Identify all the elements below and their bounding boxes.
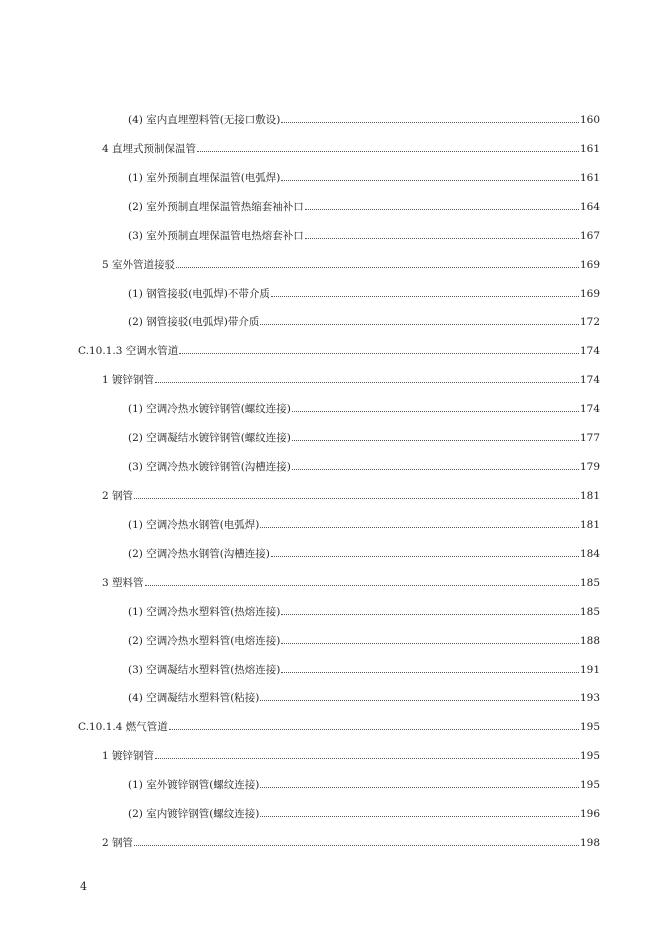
dot-leader	[155, 371, 579, 383]
toc-entry[interactable]	[128, 661, 600, 677]
toc-entry[interactable]	[128, 603, 600, 619]
dot-leader	[305, 198, 579, 210]
toc-entry-title: (2) 室外预制直埋保温管热缩套袖补口	[128, 200, 304, 213]
toc-entry[interactable]	[128, 400, 600, 416]
toc-entry-page: 196	[579, 808, 600, 821]
toc-entry-page: 161	[579, 142, 600, 155]
dot-leader	[179, 342, 579, 354]
toc-entry[interactable]	[102, 834, 600, 850]
dot-leader	[260, 805, 579, 817]
dot-leader	[281, 169, 579, 181]
dot-leader	[260, 689, 579, 701]
toc-entry-title: (2) 空调凝结水镀锌钢管(螺纹连接)	[128, 432, 291, 445]
dot-leader	[292, 429, 579, 441]
dot-leader	[155, 747, 579, 759]
dot-leader	[169, 718, 579, 730]
toc-entry-title: 1 镀锌钢管	[102, 374, 155, 387]
toc-entry-page: 179	[579, 461, 600, 473]
dot-leader	[281, 111, 579, 123]
dot-leader	[145, 574, 579, 586]
toc-entry-title: 1 镀锌钢管	[102, 750, 155, 763]
toc-entry-page: 174	[579, 345, 600, 358]
toc-entry-title: (1) 钢管接驳(电弧焊)不带介质	[128, 287, 270, 300]
toc-entry-title: (4) 空调凝结水塑料管(粘接)	[128, 692, 260, 705]
dot-leader	[292, 458, 579, 470]
toc-entry-title: (2) 室内镀锌钢管(螺纹连接)	[128, 808, 260, 821]
dot-leader	[281, 603, 579, 615]
toc-entry-title: (1) 室外镀锌钢管(螺纹连接)	[128, 779, 260, 792]
toc-entry[interactable]	[102, 140, 600, 156]
toc-entry[interactable]	[102, 256, 600, 272]
toc-entry[interactable]	[128, 545, 600, 561]
toc-entry-title: (1) 空调冷热水塑料管(热熔连接)	[128, 605, 281, 618]
dot-leader	[281, 632, 579, 644]
toc-entry[interactable]	[128, 111, 600, 127]
toc-entry-page: 181	[579, 518, 600, 531]
toc-entry[interactable]	[128, 516, 600, 532]
toc-entry-title: (3) 室外预制直埋保温管电热熔套补口	[128, 229, 304, 242]
toc-entry-page: 188	[579, 634, 600, 647]
toc-entry-title: (3) 空调凝结水塑料管(热熔连接)	[128, 663, 281, 676]
toc-entry-title: C.10.1.4 燃气管道	[78, 721, 168, 734]
toc-entry[interactable]	[128, 805, 600, 821]
toc-entry-page: 161	[579, 171, 600, 184]
toc-entry-page: 184	[579, 547, 600, 560]
dot-leader	[134, 487, 579, 499]
toc-entry-page: 181	[579, 490, 600, 502]
toc-entry-title: C.10.1.3 空调水管道	[78, 345, 179, 358]
dot-leader	[260, 313, 579, 325]
toc-entry[interactable]	[128, 429, 600, 445]
toc-entry-page: 160	[579, 114, 600, 126]
toc-entry[interactable]	[128, 285, 600, 301]
toc-entry[interactable]	[128, 689, 600, 705]
toc-entry-page: 185	[579, 576, 600, 589]
toc-entry[interactable]	[128, 776, 600, 792]
toc-entry-page: 169	[579, 258, 600, 271]
toc-entry-title: 4 直埋式预制保温管	[102, 142, 197, 155]
toc-entry-page: 177	[579, 432, 600, 445]
toc-entry-title: 2 钢管	[102, 490, 134, 502]
toc-entry[interactable]	[128, 313, 600, 329]
toc-entry[interactable]	[78, 718, 600, 734]
toc-entry-page: 174	[579, 403, 600, 416]
toc-entry-title: (2) 空调冷热水塑料管(电熔连接)	[128, 634, 281, 647]
toc-entry-title: (4) 室内直埋塑料管(无接口敷设)	[128, 114, 281, 126]
dot-leader	[197, 140, 579, 152]
toc-entry[interactable]	[128, 198, 600, 214]
toc-entry-page: 195	[579, 750, 600, 763]
toc-entry-page: 172	[579, 316, 600, 329]
toc-entry-page: 191	[579, 663, 600, 676]
toc-entry[interactable]	[128, 632, 600, 648]
dot-leader	[292, 400, 579, 412]
toc-entry-title: (1) 空调冷热水镀锌钢管(螺纹连接)	[128, 403, 291, 416]
toc-entry-page: 174	[579, 374, 600, 387]
toc-entry-page: 164	[579, 200, 600, 213]
toc-entry[interactable]	[128, 169, 600, 185]
dot-leader	[176, 256, 579, 268]
dot-leader	[271, 285, 579, 297]
toc-entry[interactable]	[128, 458, 600, 474]
toc-entry-page: 167	[579, 229, 600, 242]
toc-entry-title: (2) 钢管接驳(电弧焊)带介质	[128, 316, 260, 329]
page-number: 4	[80, 880, 87, 893]
dot-leader	[305, 227, 579, 239]
toc-entry-page: 193	[579, 692, 600, 705]
toc-entry-page: 185	[579, 605, 600, 618]
toc-entry-page: 198	[579, 837, 600, 849]
toc-entry-title: (1) 空调冷热水钢管(电弧焊)	[128, 518, 260, 531]
toc-entry-title: 3 塑料管	[102, 576, 144, 589]
dot-leader	[134, 834, 579, 846]
toc-entry[interactable]	[102, 487, 600, 503]
toc-entry-page: 195	[579, 779, 600, 792]
dot-leader	[271, 545, 579, 557]
toc-entry-title: 2 钢管	[102, 837, 134, 849]
toc-entry-title: (2) 空调冷热水钢管(沟槽连接)	[128, 547, 270, 560]
dot-leader	[260, 776, 579, 788]
dot-leader	[281, 661, 579, 673]
toc-entry-title: (1) 室外预制直埋保温管(电弧焊)	[128, 171, 281, 184]
toc-entry-title: (3) 空调冷热水镀锌钢管(沟槽连接)	[128, 461, 291, 473]
toc-entry-page: 169	[579, 287, 600, 300]
toc-entry[interactable]	[78, 342, 600, 358]
toc-entry-title: 5 室外管道接驳	[102, 258, 176, 271]
dot-leader	[260, 516, 579, 528]
toc-entry[interactable]	[102, 574, 600, 590]
toc-entry[interactable]	[102, 747, 600, 763]
toc-entry[interactable]	[128, 227, 600, 243]
toc-entry-page: 195	[579, 721, 600, 734]
toc-entry[interactable]	[102, 371, 600, 387]
